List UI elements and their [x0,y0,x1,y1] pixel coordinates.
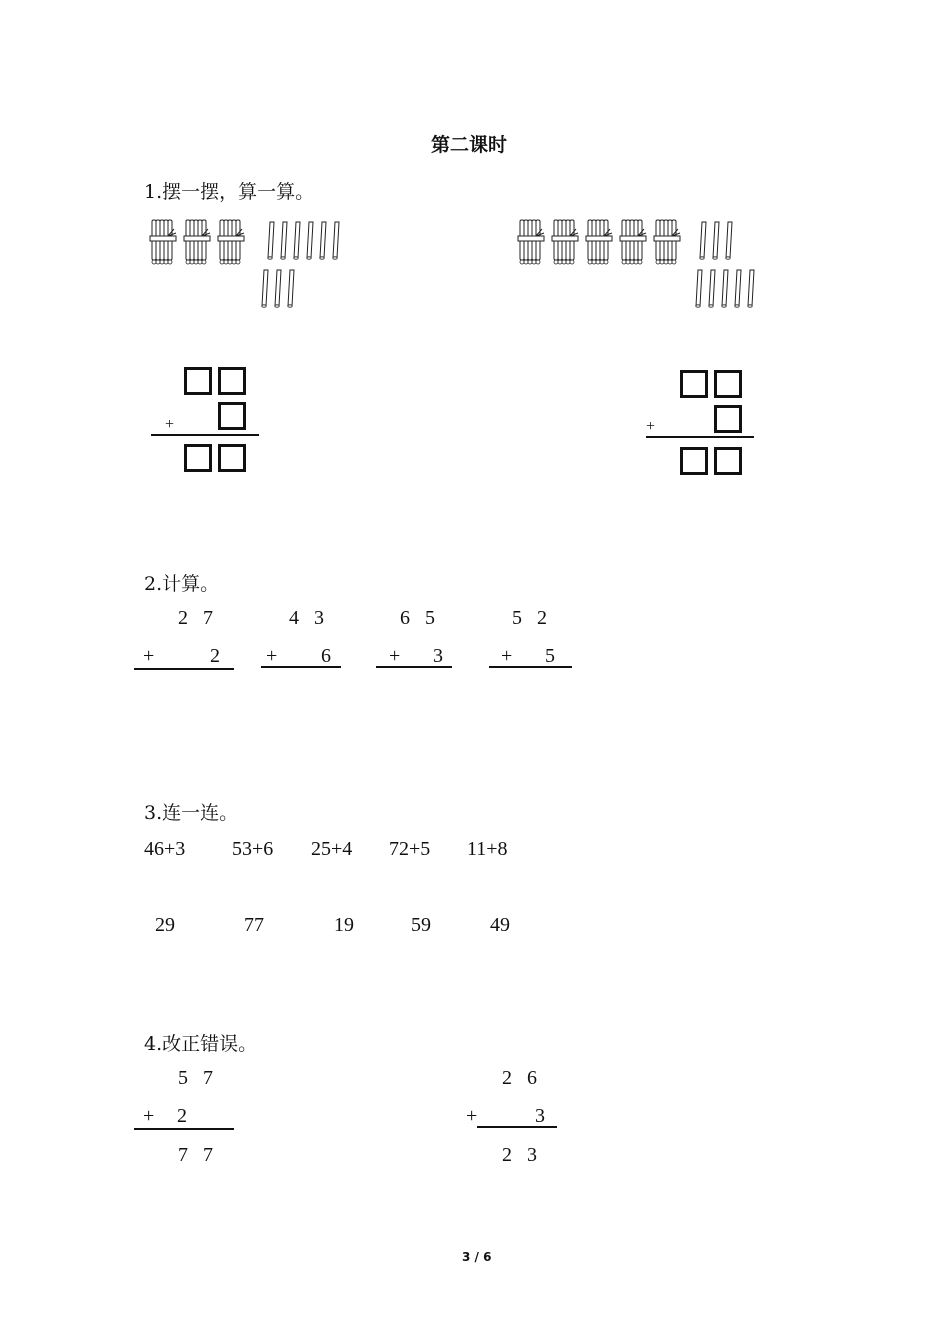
sum-line [151,434,259,436]
sum-line [134,668,234,670]
plus-sign: + [389,645,401,667]
plus-sign: + [646,418,656,435]
answer-box[interactable] [714,405,742,433]
single-stick-icon [307,222,313,259]
stick-bundles-group-a [150,214,370,314]
problem-bottom: 3 [535,1105,545,1127]
sum-line [261,666,341,668]
stick-bundle-icon [218,220,244,264]
single-stick-icon [288,270,294,307]
single-stick-icon [696,270,702,307]
single-stick-icon [268,222,274,259]
stick-bundle-icon [150,220,176,264]
single-stick-icon [281,222,287,259]
expression[interactable]: 11+8 [467,838,508,860]
expression[interactable]: 53+6 [232,838,274,860]
sum-line [489,666,572,668]
problem-result: 2 3 [502,1144,537,1166]
stick-bundle-icon [184,220,210,264]
problem-bottom: 5 [545,645,555,667]
problem-bottom: 2 [210,645,220,667]
answer[interactable]: 19 [334,914,354,936]
stick-bundle-icon [620,220,646,264]
answer[interactable]: 49 [490,914,510,936]
page-number: 3 / 6 [462,1250,492,1264]
problem-bottom: 3 [433,645,443,667]
expression[interactable]: 72+5 [389,838,431,860]
answer[interactable]: 29 [155,914,175,936]
single-stick-icon [262,270,268,307]
page-title: 第二课时 [431,134,508,156]
problem-bottom: 2 [177,1105,187,1127]
answer-box[interactable] [714,447,742,475]
problem-top: 5 2 [512,607,547,629]
answer[interactable]: 59 [411,914,431,936]
q3-heading: 3.连一连。 [144,802,239,824]
single-stick-icon [275,270,281,307]
problem-top: 5 7 [178,1067,213,1089]
single-stick-icon [294,222,300,259]
single-stick-icon [726,222,732,259]
answer-box[interactable] [680,370,708,398]
stick-bundle-icon [586,220,612,264]
sum-line [477,1126,557,1128]
problem-top: 2 7 [178,607,213,629]
answer-box[interactable] [218,444,246,472]
problem-bottom: 6 [321,645,331,667]
single-stick-icon [735,270,741,307]
single-stick-icon [722,270,728,307]
problem-top: 2 6 [502,1067,537,1089]
answer-box[interactable] [184,367,212,395]
problem-top: 6 5 [400,607,435,629]
stick-bundle-icon [654,220,680,264]
single-stick-icon [709,270,715,307]
answer-box[interactable] [714,370,742,398]
sum-line [376,666,452,668]
single-stick-icon [700,222,706,259]
answer-box[interactable] [218,402,246,430]
stick-bundle-icon [552,220,578,264]
expression[interactable]: 46+3 [144,838,186,860]
problem-top: 4 3 [289,607,324,629]
plus-sign: + [143,645,155,667]
q1-heading: 1.摆一摆，算一算。 [144,181,315,203]
expression[interactable]: 25+4 [311,838,353,860]
answer-box[interactable] [184,444,212,472]
stick-bundle-icon [518,220,544,264]
answer[interactable]: 77 [244,914,264,936]
answer-box[interactable] [218,367,246,395]
answer-box[interactable] [680,447,708,475]
single-stick-icon [748,270,754,307]
plus-sign: + [501,645,513,667]
stick-bundles-group-b [518,214,778,314]
sum-line [134,1128,234,1130]
sum-line [646,436,754,438]
single-stick-icon [320,222,326,259]
plus-sign: + [466,1105,478,1127]
plus-sign: + [165,416,175,433]
q4-heading: 4.改正错误。 [144,1033,258,1055]
single-stick-icon [333,222,339,259]
problem-result: 7 7 [178,1144,213,1166]
plus-sign: + [143,1105,155,1127]
q2-heading: 2.计算。 [144,573,220,595]
single-stick-icon [713,222,719,259]
plus-sign: + [266,645,278,667]
